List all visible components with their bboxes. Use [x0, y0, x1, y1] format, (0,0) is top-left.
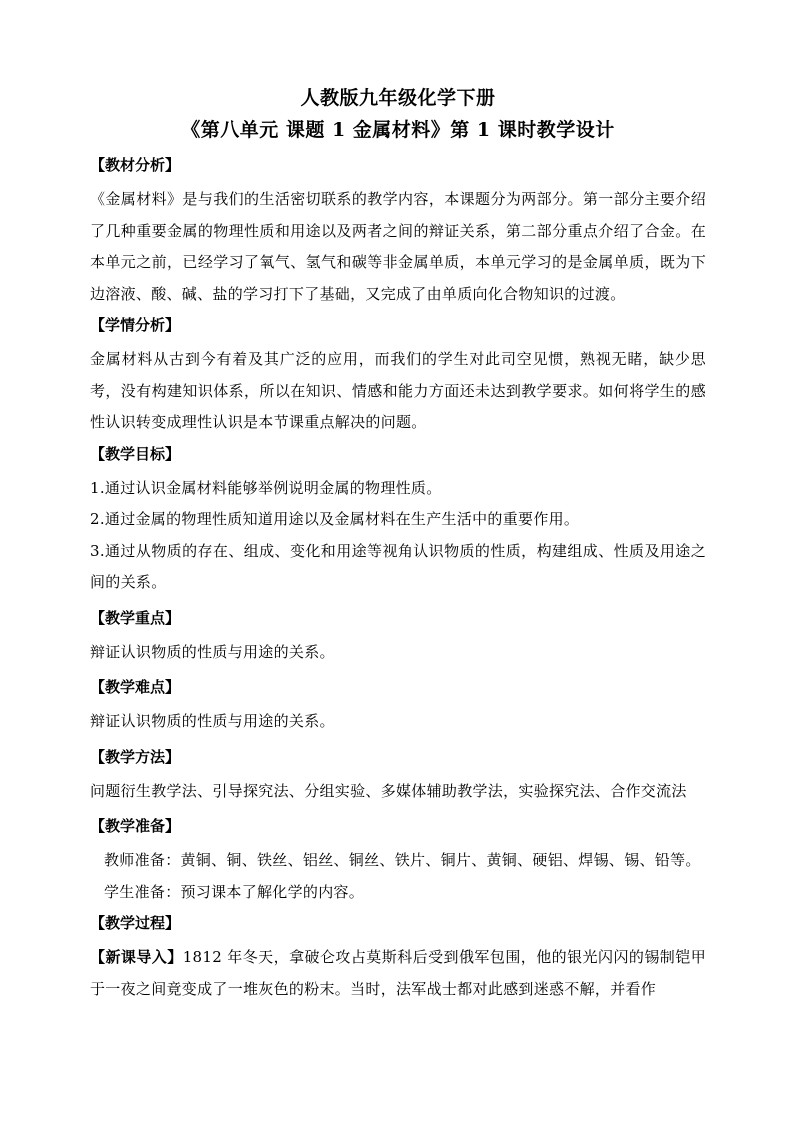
document-title-line1: 人教版九年级化学下册 — [300, 87, 496, 109]
goal-item-2: 2.通过金属的物理性质知道用途以及金属材料在生产生活中的重要作用。 — [90, 510, 580, 528]
section-material-analysis — [90, 150, 706, 310]
section-key-points — [90, 603, 706, 669]
text-key-points: 辩证认识物质的性质与用途的关系。 — [90, 642, 335, 661]
document-title-line2: 《第八单元 课题 1 金属材料》第 1 课时教学设计 — [181, 119, 615, 141]
text-student-analysis: 金属材料从古到今有着及其广泛的应用，而我们的学生对此司空见惯，熟视无睹，缺少思考，没有构建知识体系，所以在知识、情感和能力方面还未达到教学要求。如何将学生的感性认识转变成理性认识是本节课重点解决的问题。 — [90, 350, 706, 431]
section-student-analysis — [90, 310, 706, 439]
goal-item-3: 3.通过从物质的存在、组成、变化和用途等视角认识物质的性质，构建组成、性质及用途之间的关系。 — [90, 541, 706, 591]
text-difficulties: 辩证认识物质的性质与用途的关系。 — [90, 712, 335, 730]
heading-preparation: 【教学准备】 — [90, 817, 181, 835]
heading-material-analysis: 【教材分析】 — [90, 156, 181, 174]
heading-student-analysis: 【学情分析】 — [90, 316, 181, 334]
intro-text: 1812 年冬天，拿破仑攻占莫斯科后受到俄军包围，他的银光闪闪的锡制铠甲于一夜之间竟变成了一堆灰色的粉末。当时，法军战士都对此感到迷惑不解，并看作 — [90, 948, 706, 998]
heading-difficulties: 【教学难点】 — [90, 678, 181, 696]
heading-methods: 【教学方法】 — [90, 747, 181, 766]
section-process — [90, 908, 706, 1005]
heading-key-points: 【教学重点】 — [90, 608, 181, 627]
section-methods — [90, 742, 706, 808]
text-methods: 问题衍生教学法、引导探究法、分组实验、多媒体辅助教学法，实验探究法、合作交流法 — [90, 781, 687, 800]
heading-teaching-goals: 【教学目标】 — [90, 444, 181, 463]
section-difficulties — [90, 672, 706, 738]
text-teacher-preparation: 教师准备：黄铜、铜、铁丝、铝丝、铜丝、铁片、铜片、黄铜、硬铝、焊锡、锡、铅等。 — [104, 851, 701, 869]
text-material-analysis: 《金属材料》是与我们的生活密切联系的教学内容，本课题分为两部分。第一部分主要介绍了几种重要金属的物理性质和用途以及两者之间的辩证关系，第二部分重点介绍了合金。在本单元之前，已经学习了氧气、氢气和碳等非金属单质，本单元学习的是金属单质，既为下边溶液、酸、碱、盐的学习打下了基础，又完成了由单质向化合物知识的过渡。 — [90, 190, 706, 303]
section-teaching-goals — [90, 439, 706, 599]
heading-process: 【教学过程】 — [90, 914, 181, 932]
intro-label: 【新课导入】 — [90, 948, 183, 966]
document-page — [90, 82, 706, 1005]
goal-item-1: 1.通过认识金属材料能够举例说明金属的物理性质。 — [90, 478, 442, 497]
section-preparation — [90, 811, 706, 908]
text-intro — [90, 942, 706, 1005]
text-student-preparation: 学生准备：预习课本了解化学的内容。 — [104, 882, 365, 901]
